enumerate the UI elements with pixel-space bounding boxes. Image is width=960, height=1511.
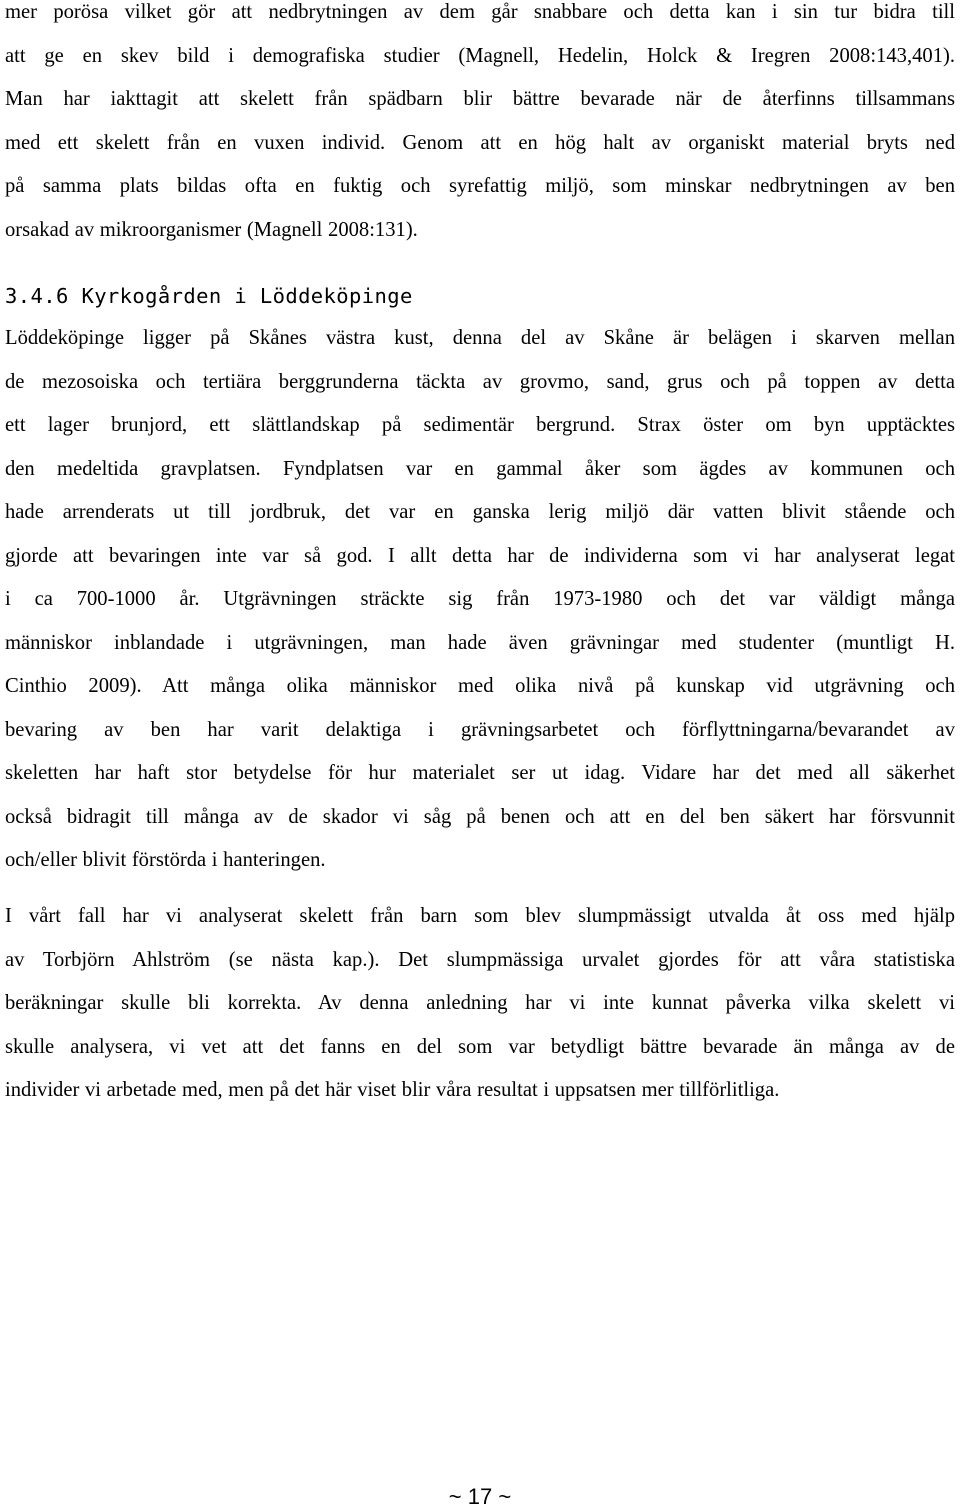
- paragraph-line: människor inblandade i utgrävningen, man hade även grävningar med studenter (muntligt H.: [5, 631, 955, 654]
- paragraph-line: mer porösa vilket gör att nedbrytningen av dem går snabbare och detta kan i sin tur bidra till: [5, 1, 955, 23]
- paragraph-line: Man har iakttagit att skelett från spädbarn blir bättre bevarade när de återfinns tillsammans: [5, 88, 955, 110]
- paragraph-line: att ge en skev bild i demografiska studier (Magnell, Hedelin, Holck & Iregren 2008:143,401).: [5, 44, 955, 67]
- paragraph-1: [5, 0, 955, 252]
- paragraph-line: på samma plats bildas ofta en fuktig och syrefattig miljö, som minskar nedbrytningen av ben: [5, 175, 955, 197]
- page-number: ~ 17 ~: [448, 1484, 512, 1509]
- paragraph-line: Cinthio 2009). Att många olika människor med olika nivå på kunskap vid utgrävning och: [5, 675, 955, 697]
- paragraph-line: och/eller blivit förstörda i hanteringen.: [5, 849, 326, 871]
- paragraph-line: hade arrenderats ut till jordbruk, det var en ganska lerig miljö där vatten blivit stående och: [5, 501, 955, 523]
- paragraph-2: [5, 317, 955, 883]
- paragraph-line: de mezosoiska och tertiära berggrunderna täckta av grovmo, sand, grus och på toppen av detta: [5, 370, 955, 393]
- paragraph-line: beräkningar skulle bli korrekta. Av denna anledning har vi inte kunnat påverka vilka skelett vi: [5, 992, 955, 1014]
- paragraph-line: individer vi arbetade med, men på det här viset blir våra resultat i uppsatsen mer tillförlitliga.: [5, 1079, 780, 1101]
- paragraph-line: orsakad av mikroorganismer (Magnell 2008:131).: [5, 218, 418, 241]
- paragraph-line: I vårt fall har vi analyserat skelett från barn som blev slumpmässigt utvalda åt oss med hjälp: [5, 905, 955, 927]
- paragraph-line: den medeltida gravplatsen. Fyndplatsen var en gammal åker som ägdes av kommunen och: [5, 457, 955, 480]
- paragraph-line: skulle analysera, vi vet att det fanns en del som var betydligt bättre bevarade än många av de: [5, 1035, 955, 1058]
- section-heading: 3.4.6 Kyrkogården i Löddeköpinge: [5, 284, 413, 308]
- paragraph-line: bevaring av ben har varit delaktiga i grävningsarbetet och förflyttningarna/bevarandet av: [5, 718, 955, 741]
- paragraph-line: i ca 700-1000 år. Utgrävningen sträckte sig från 1973-1980 och det var väldigt många: [5, 588, 955, 610]
- paragraph-line: gjorde att bevaringen inte var så god. I allt detta har de individerna som vi har analyserat legat: [5, 544, 955, 567]
- paragraph-line: av Torbjörn Ahlström (se nästa kap.). Det slumpmässiga urvalet gjordes för att våra statistiska: [5, 948, 955, 971]
- paragraph-line: med ett skelett från en vuxen individ. Genom att en hög halt av organiskt material bryts ned: [5, 131, 955, 154]
- paragraph-line: skeletten har haft stor betydelse för hur materialet ser ut idag. Vidare har det med all säkerhet: [5, 762, 955, 784]
- paragraph-line: ett lager brunjord, ett slättlandskap på sedimentär bergrund. Strax öster om byn upptäcktes: [5, 414, 955, 436]
- paragraph-line: också bidragit till många av de skador vi såg på benen och att en del ben säkert har försvunnit: [5, 805, 955, 828]
- paragraph-line: Löddeköpinge ligger på Skånes västra kust, denna del av Skåne är belägen i skarven mellan: [5, 327, 955, 349]
- paragraph-3: [5, 895, 955, 1113]
